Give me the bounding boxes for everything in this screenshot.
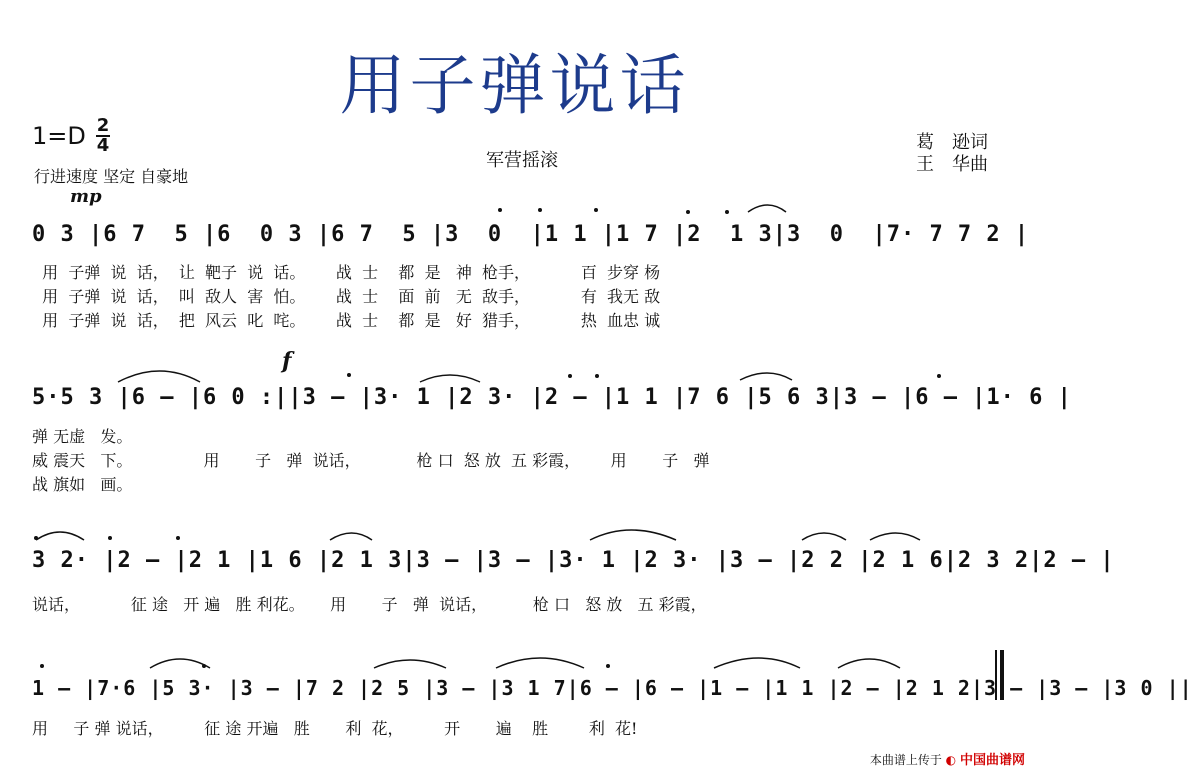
- notation-row-4: 1 – |7·6 |5 3· |3 – |7 2 |2 5 |3 – |3 1 7|6 – |6 – |1 – |1 1 |2 – |2 1 2|3 – |3 – |3 0 ||: [32, 676, 1193, 700]
- lyrics-row-2-verse-2: 威 震天 下。 用 子 弹 说话， 枪 口 怒 放 五 彩霞， 用 子 弹: [32, 451, 710, 470]
- key-signature: 1=D: [32, 122, 86, 150]
- notation-row-1: 0 3 |6 7 5 |6 0 3 |6 7 5 |3 0 |1 1 |1 7 |2 1 3|3 0 |7· 7 7 2 |: [32, 222, 1030, 247]
- lyrics-row-1-verse-1: 用 子弹 说 话， 让 靶子 说 话。 战 士 都 是 神 枪手， 百 步穿 杨: [32, 263, 661, 282]
- time-signature-bottom: 4: [96, 135, 110, 156]
- lyrics-row-2-verse-1: 弹 无虚 发。: [32, 427, 133, 446]
- tempo-marking: 行进速度 坚定 自豪地: [34, 167, 189, 186]
- site-brand: 中国曲谱网: [959, 753, 1025, 768]
- notation-row-2: 5·5 3 |6 – |6 0 :||3 – |3· 1 |2 3· |2 – |1 1 |7 6 |5 6 3|3 – |6 – |1· 6 |: [32, 385, 1072, 410]
- slur: [330, 533, 372, 540]
- lyrics-row-3: 说话， 征 途 开 遍 胜 利花。 用 子 弹 说话， 枪 口 怒 放 五 彩霞，: [32, 595, 707, 614]
- footer-text: 本曲谱上传于: [869, 753, 942, 767]
- slur: [420, 375, 480, 382]
- lyrics-row-1-verse-2: 用 子弹 说 话， 叫 敌人 害 怕。 战 士 面 前 无 敌手， 有 我无 敌: [32, 287, 661, 306]
- slur: [740, 373, 792, 380]
- notation-row-3: 3 2· |2 – |2 1 |1 6 |2 1 3|3 – |3 – |3· 1 |2 3· |3 – |2 2 |2 1 6|2 3 2|2 – |: [32, 548, 1115, 573]
- slur: [150, 659, 210, 668]
- time-signature-top: 2: [96, 115, 110, 136]
- lyrics-row-4: 用 子 弹 说话， 征 途 开遍 胜 利 花， 开 遍 胜 利 花!: [32, 719, 638, 738]
- slur: [36, 532, 84, 540]
- composer: 王 华曲: [916, 154, 988, 175]
- dynamic-f: f: [282, 348, 292, 374]
- slur: [714, 658, 800, 668]
- slur: [496, 658, 584, 668]
- slur: [590, 530, 676, 540]
- song-title: 用子弹说话: [339, 47, 690, 124]
- slur: [374, 660, 446, 668]
- slur: [838, 659, 900, 668]
- slur: [118, 371, 200, 382]
- lyrics-row-2-verse-3: 战 旗如 画。: [32, 475, 133, 494]
- footer-credit: [870, 749, 1025, 768]
- site-logo-icon: ◐: [945, 753, 957, 767]
- lyricist: 葛 逊词: [916, 132, 988, 153]
- slur: [748, 205, 786, 212]
- lyrics-row-1-verse-3: 用 子弹 说 话， 把 风云 叱 咤。 战 士 都 是 好 猎手， 热 血忠 诚: [32, 311, 661, 330]
- slur: [802, 533, 846, 540]
- dynamic-mp: mp: [70, 186, 102, 207]
- slur: [870, 533, 920, 540]
- genre-label: 军营摇滚: [486, 150, 558, 171]
